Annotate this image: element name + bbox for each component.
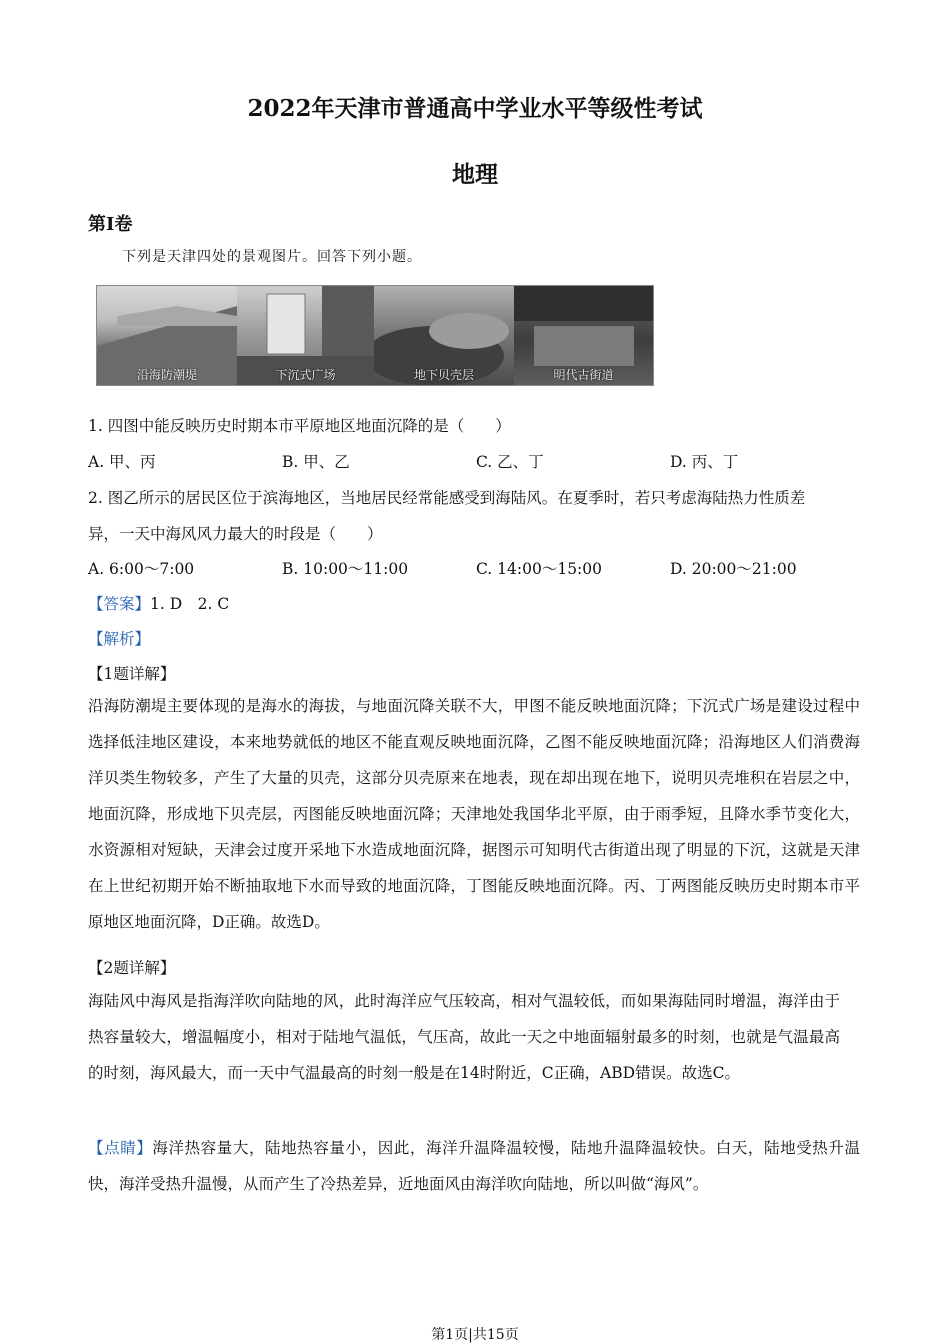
q2-detail-heading: 【2题详解】: [88, 959, 176, 977]
landscape-photo-strip: [96, 285, 654, 386]
tip-label: 【点睛】: [88, 1139, 153, 1157]
photo-ming-street: [514, 286, 653, 385]
q1-stem: 1. 四图中能反映历史时期本市平原地区地面沉降的是（ ）: [88, 417, 511, 435]
q2-option-b: B. 10:00～11:00: [282, 560, 409, 578]
analysis-label: 【解析】: [88, 630, 151, 648]
photo-caption: 明代古街道: [553, 368, 614, 382]
q1-option-d: D. 丙、丁: [670, 453, 739, 471]
q1-option-a: A. 甲、丙: [88, 453, 156, 471]
answer-text: 1. D 2. C: [150, 595, 230, 613]
q1-option-c: C. 乙、丁: [476, 453, 544, 471]
q2-stem-line1: 2. 图乙所示的居民区位于滨海地区，当地居民经常能感受到海陆风。在夏季时，若只考虑海陆热力性质差: [88, 489, 806, 507]
page-footer: 第1页|共15页: [431, 1327, 519, 1343]
q2-option-c: C. 14:00～15:00: [476, 560, 602, 578]
q2-option-d: D. 20:00～21:00: [670, 560, 797, 578]
subject-title: 地理: [452, 161, 498, 188]
tip-text: 海洋热容量大，陆地热容量小，因此，海洋升温降温较慢，陆地升温降温较快。白天，陆地受热升温快，海洋受热升温慢，从而产生了冷热差异，近地面风由海洋吹向陆地，所以叫做“海风”。: [88, 1139, 860, 1193]
photo-caption: 下沉式广场: [275, 368, 336, 382]
q1-detail-text: 沿海防潮堤主要体现的是海水的海拔，与地面沉降关联不大，甲图不能反映地面沉降；下沉式广场是建设过程中选择低洼地区建设，本来地势就低的地区不能直观反映地面沉降，乙图不能反映地面沉降；沿海地区人们消费海洋贝类生物较多，产生了大量的贝壳，这部分贝壳原来在地表，现在却出现在地下，说明贝壳堆积在岩层之中，地面沉降，形成地下贝壳层，丙图能反映地面沉降；天津地处我国华北平原，由于雨季短，且降水季节变化大，水资源相对短缺，天津会过度开采地下水造成地面沉降，据图示可知明代古街道出现了明显的下沉，这就是天津在上世纪初期开始不断抽取地下水而导致的地面沉降，丁图能反映地面沉降。丙、丁两图能反映历史时期本市平原地区地面沉降，D正确。故选D。: [88, 697, 860, 931]
photo-shell-layer: [374, 286, 514, 385]
q2-stem-line2: 异，一天中海风风力最大的时段是（ ）: [88, 525, 383, 543]
intro-text: 下列是天津四处的景观图片。回答下列小题。: [122, 249, 422, 265]
q2-option-a: A. 6:00～7:00: [88, 560, 195, 578]
answer-line: [88, 592, 229, 614]
answer-label: 【答案】: [88, 595, 151, 613]
q1-option-b: B. 甲、乙: [282, 453, 350, 471]
q1-detail-heading: 【1题详解】: [88, 665, 176, 683]
tip-paragraph: [88, 1130, 860, 1202]
photo-caption: 地下贝壳层: [413, 368, 474, 382]
photo-seawall: [97, 286, 237, 385]
photo-caption: 沿海防潮堤: [136, 368, 197, 382]
exam-title: 2022年天津市普通高中学业水平等级性考试: [247, 95, 703, 122]
section-heading: 第Ⅰ卷: [88, 214, 133, 235]
photo-sunken-plaza: [237, 286, 374, 385]
q2-detail-text: 海陆风中海风是指海洋吹向陆地的风，此时海洋应气压较高，相对气温较低，而如果海陆同时增温，海洋由于热容量较大，增温幅度小，相对于陆地气温低，气压高，故此一天之中地面辐射最多的时刻，也就是气温最高的时刻，海风最大，而一天中气温最高的时刻一般是在14时附近，C正确，ABD错误。故选C。: [88, 992, 840, 1082]
